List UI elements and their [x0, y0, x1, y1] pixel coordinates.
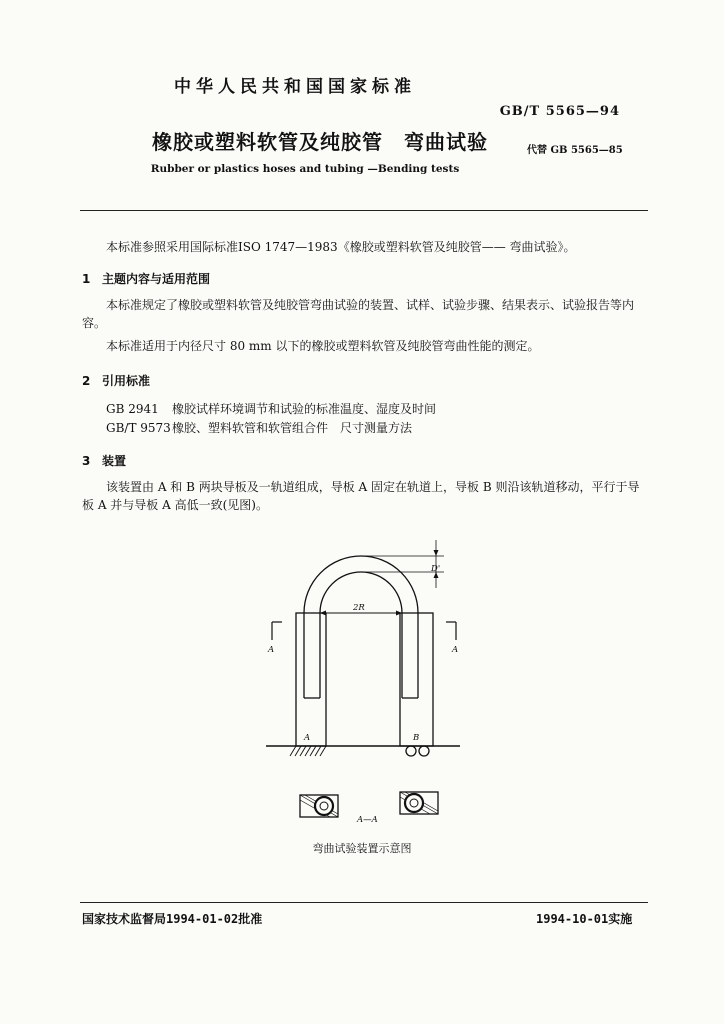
intro-paragraph: 本标准参照采用国际标准ISO 1747—1983《橡胶或塑料软管及纯胶管—— 弯曲试验》。	[106, 240, 576, 254]
document-title-en: Rubber or plastics hoses and tubing —Bending tests	[150, 163, 460, 175]
section-3-paragraph: 该装置由 A 和 B 两块导板及一轨道组成，导板 A 固定在轨道上，导板 B 则沿该轨道移动，平行于导板 A 并与导板 A 高低一致(见图)。	[82, 480, 640, 512]
hose-inner-wall	[320, 572, 402, 698]
label-plate-a: A	[304, 733, 311, 743]
section-title: 引用标准	[102, 374, 151, 388]
section-number: 3	[82, 454, 91, 468]
reference-title: 橡胶试样环境调节和试验的标准温度、湿度及时间	[172, 402, 437, 416]
reference-code: GB 2941	[106, 402, 159, 416]
fixed-support-hatching	[290, 746, 326, 756]
label-section: A—A	[357, 815, 378, 825]
section-title: 装置	[102, 454, 127, 468]
label-a-left: A	[268, 645, 275, 655]
hose-outer-wall	[304, 556, 418, 698]
section-number: 2	[82, 374, 91, 388]
implementation-date: 1994-10-01实施	[536, 912, 633, 926]
standard-number: GB/T 5565—94	[499, 104, 620, 119]
figure-caption: 弯曲试验装置示意图	[312, 842, 412, 855]
section-number: 1	[82, 272, 91, 286]
replaces-standard: 代替 GB 5565—85	[527, 145, 623, 156]
approval-note: 国家技术监督局1994-01-02批准	[82, 912, 263, 926]
document-title-cn: 橡胶或塑料软管及纯胶管 弯曲试验	[152, 130, 488, 154]
reference-code: GB/T 9573	[106, 421, 171, 435]
roller	[406, 746, 416, 756]
section-1-paragraph-1: 本标准规定了橡胶或塑料软管及纯胶管弯曲试验的装置、试样、试验步骤、结果表示、试验报告等内容。	[82, 298, 635, 330]
guide-plate-a	[296, 613, 326, 746]
label-2r: 2R	[353, 603, 365, 613]
label-plate-b: B	[413, 733, 420, 743]
section-1-paragraph-2: 本标准适用于内径尺寸 80 mm 以下的橡胶或塑料软管及纯胶管弯曲性能的测定。	[106, 339, 540, 353]
roller	[419, 746, 429, 756]
footer-rule	[80, 902, 648, 903]
guide-plate-b	[400, 613, 433, 746]
section-view-left	[300, 795, 338, 817]
reference-title: 橡胶、塑料软管和软管组合件 尺寸测量方法	[172, 421, 413, 435]
national-standard-heading: 中华人民共和国国家标准	[174, 77, 416, 97]
label-d-prime: D'	[431, 564, 441, 574]
section-title: 主题内容与适用范围	[102, 272, 211, 286]
section-cut-marks	[272, 622, 456, 640]
section-view-right	[400, 792, 438, 814]
label-a-right: A	[452, 645, 459, 655]
